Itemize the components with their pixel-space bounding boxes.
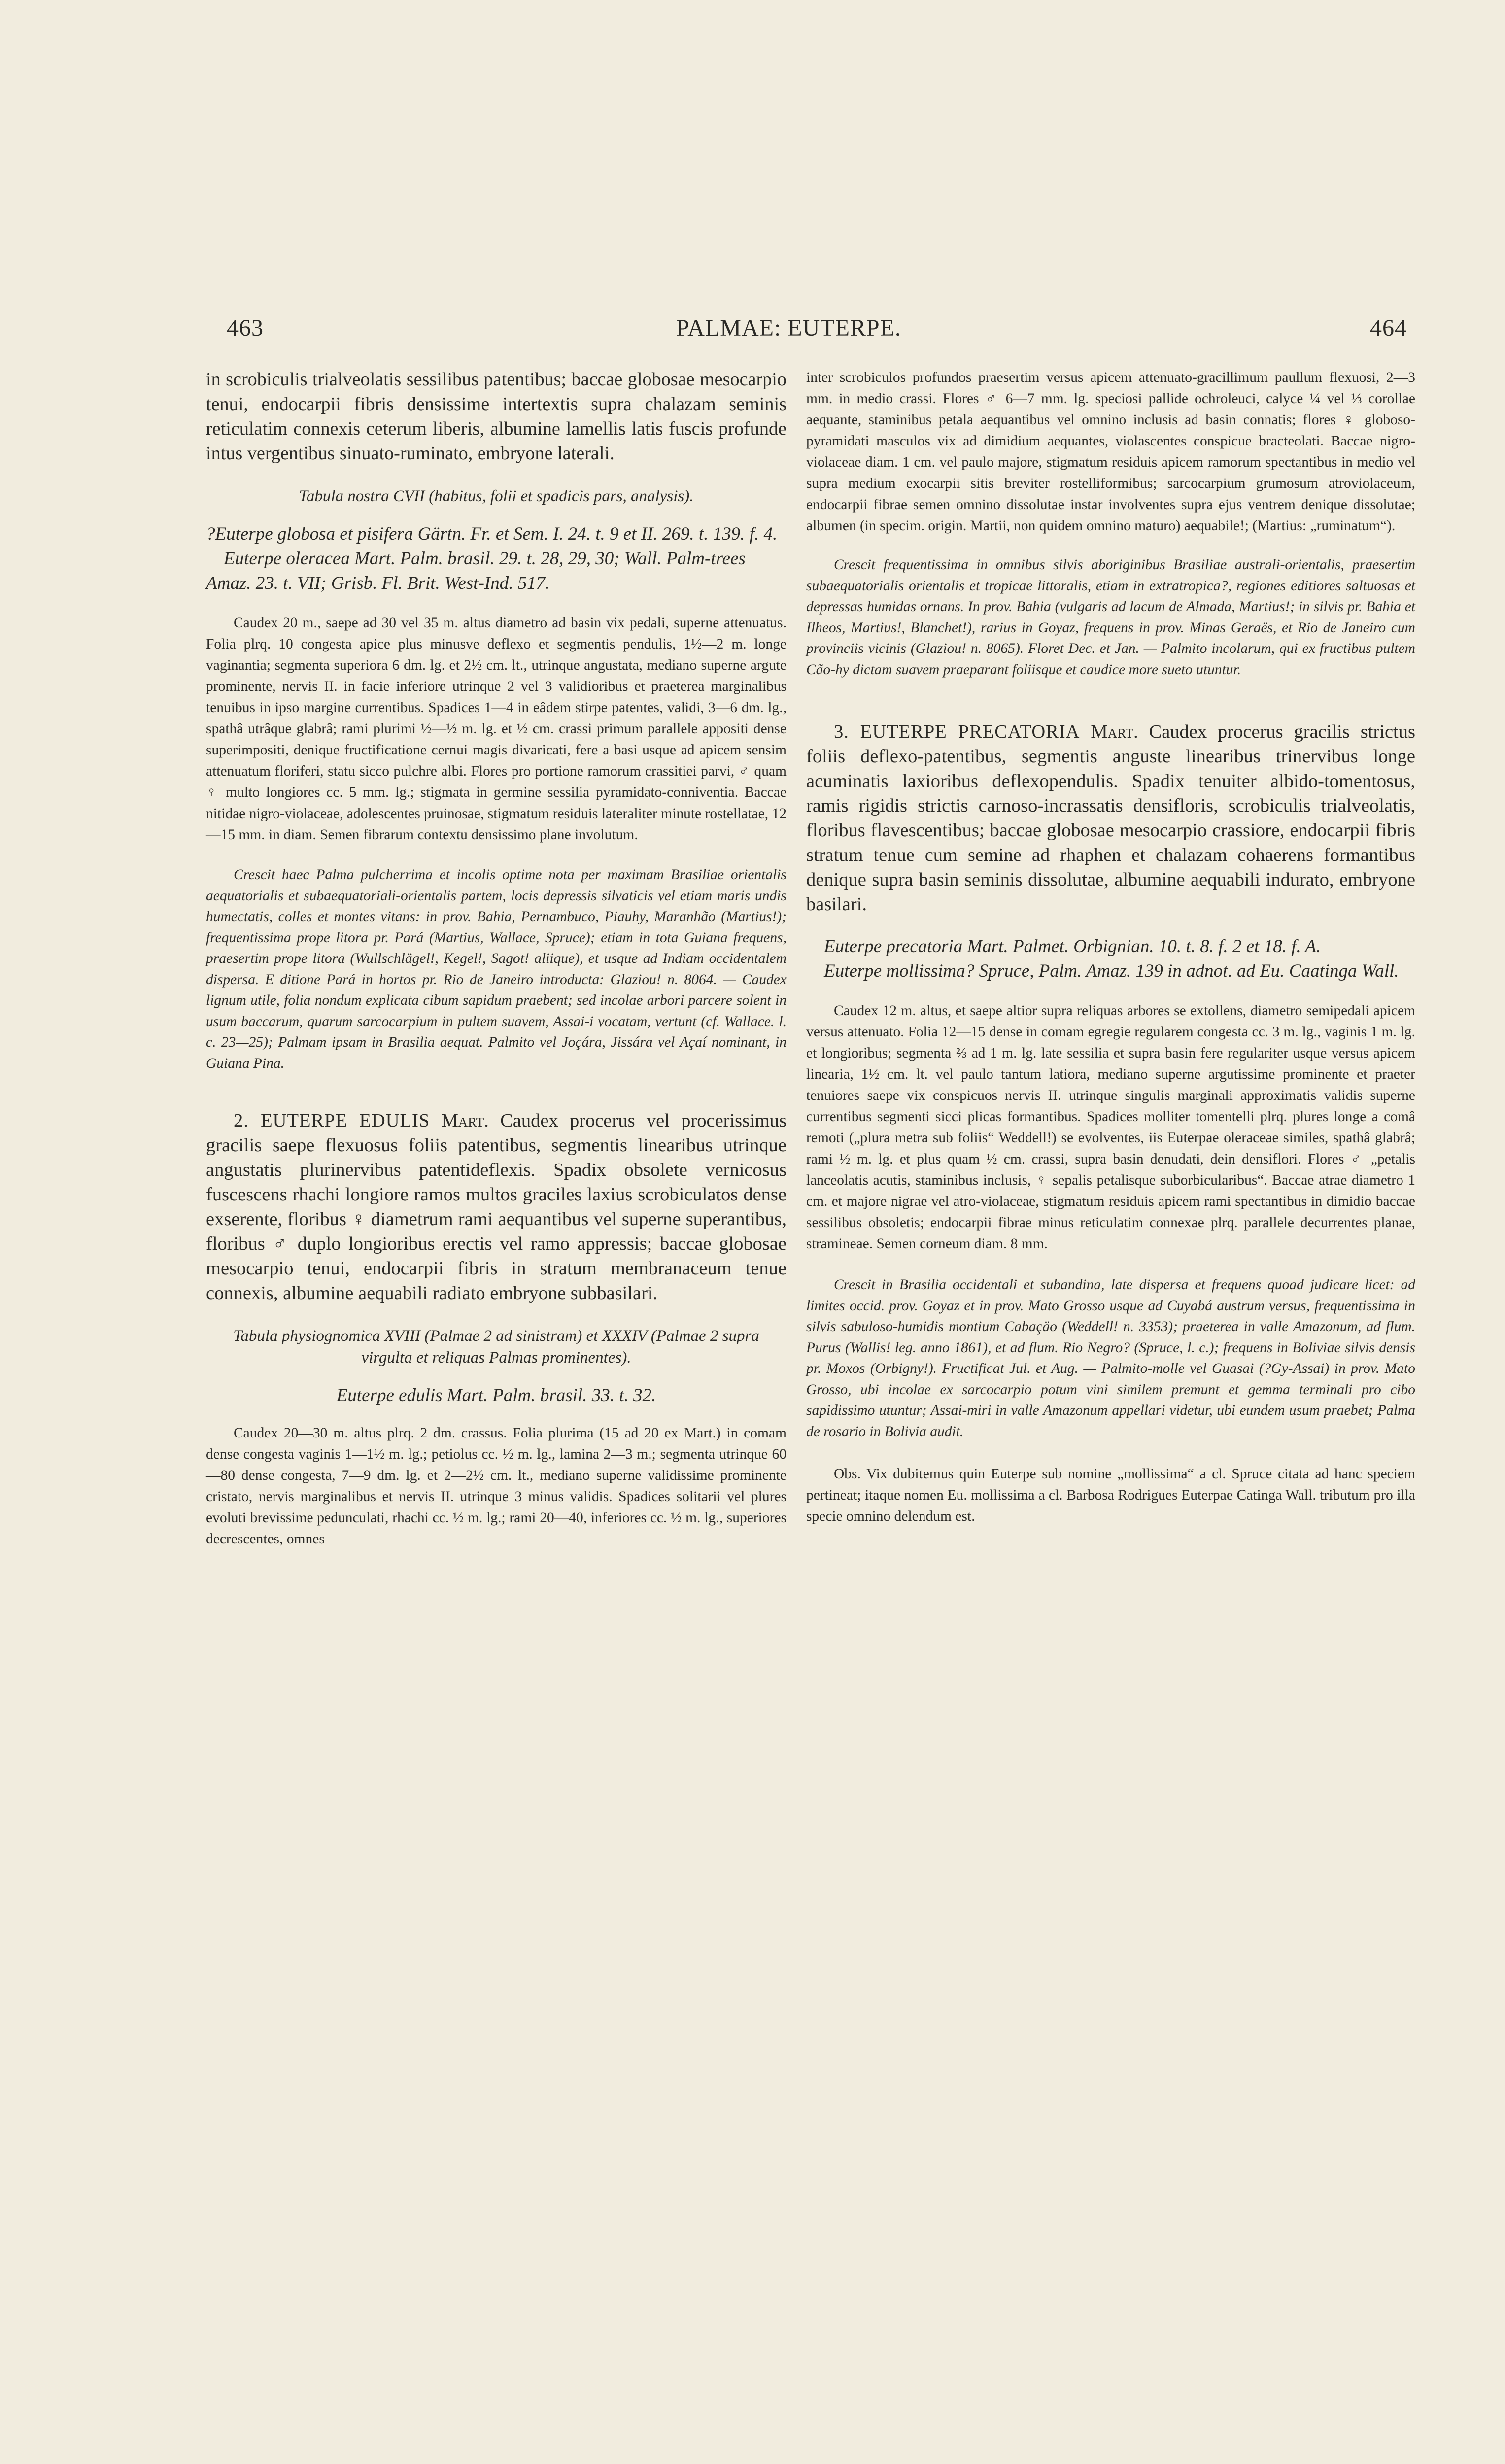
- e2-heading: 2. EUTERPE EDULIS: [234, 1110, 430, 1131]
- right-column: [806, 367, 1415, 1527]
- e1-tabula: Tabula nostra CVII (habitus, folii et spadicis pars, analysis).: [299, 487, 694, 505]
- genus-description-end: in scrobiculis trialveolatis sessilibus patentibus; baccae globosae mesocarpio tenui, endocarpii fibris densissime intertextis supra chalazam seminis reticulatim connexis ceterum liberis, albumine lamellis latis fuscis profunde intus vergentibus sinuato-ruminato, embryone laterali.: [206, 369, 787, 464]
- e2-tabula: Tabula physiognomica XVIII (Palmae 2 ad sinistram) et XXXIV (Palmae 2 supra virgulta et reliquas Palmas prominentes).: [233, 1327, 759, 1367]
- e3-diagnosis-text: Caudex procerus gracilis strictus foliis deflexo-patentibus, segmentis anguste linearibus trinervibus longe acuminatis laxioribus deflexopendulis. Spadix tenuiter albido-tomentosus, ramis rigidis strictis carnoso-incrassatis densifloris, scrobiculis trialveolatis, floribus flavescentibus; baccae globosae mesocarpio crassiore, endocarpii fibris stratum tenue cum semine ad rhaphen et chalazam cohaerens formantibus denique supra basin seminis dissolutae, albumine aequabili indurato, embryone basilari.: [806, 721, 1415, 915]
- e2-diagnosis-text: Caudex procerus vel procerissimus gracilis saepe flexuosus foliis patentibus, segmentis linearibus utrinque angustatis plurinervibus patentideflexis. Spadix obsolete vernicosus fuscescens rhachi longiore ramos multos graciles laxius scrobiculatos dense exserente, floribus ♀ diametrum rami aequantibus vel superne superantibus, floribus ♂ duplo longioribus erectis vel ramo appressis; baccae globosae mesocarpio tenui, endocarpii fibris in stratum membranaceum tenue connexis, albumine aequabili radiato embryone subbasilari.: [206, 1110, 787, 1303]
- page-number-left: 463: [227, 315, 264, 341]
- e3-habitat: Crescit in Brasilia occidentali et subandina, late dispersa et frequens quoad judicare licet: ad limites occid. prov. Goyaz et in prov. Mato Grosso usque ad Cuyabá austrum versus, frequentissima in silvis sabuloso-humidis montium Cabaçäo (Weddell! n. 3353); praeterea in valle Amazonum, ad flum. Purus (Wallis! leg. anno 1861), et ad flum. Rio Negro? (Spruce, l. c.); frequens in Boliviae silvis densis pr. Moxos (Orbigny!). Fructificat Jul. et Aug. — Palmito-molle vel Guasai (?Gy-Assai) in prov. Mato Grosso, ubi incolae ex sarcocarpio potum vini similem premunt et gemma terminali pro cibo sapidissimo utuntur; Assai-miri in valle Amazonum appellari videtur, ubi eundem usum praebet; Palma de rosario in Bolivia audit.: [806, 1277, 1415, 1439]
- e3-synonym-1: Euterpe precatoria Mart. Palmet. Orbignian. 10. t. 8. f. 2 et 18. f. A.: [824, 936, 1321, 957]
- left-column: [206, 367, 787, 1550]
- e1-synonym-1: ?Euterpe globosa et pisifera Gärtn. Fr. et Sem. I. 24. t. 9 et II. 269. t. 139. f. 4.: [206, 524, 778, 544]
- e1-description: Caudex 20 m., saepe ad 30 vel 35 m. altus diametro ad basin vix pedali, superne attenuatus. Folia plrq. 10 congesta apice plus minusve deflexo et segmentis pendulis, 1½—2 m. longe vaginantia; segmenta superiora 6 dm. lg. et 2½ cm. lt., utrinque angustata, mediano superne argute prominente, nervis II. in facie inferiore utrinque 2 vel 3 validioribus et praeterea marginalibus tenuibus in ipso margine currentibus. Spadices 1—4 in eâdem stirpe patentes, validi, 3—6 dm. lg., spathâ utrâque glabrâ; rami plurimi ½—½ m. lg. et ½ cm. crassi primum parallele appositi dense superimpositi, denique fructificatione cernui magis divaricati, fere a basi usque ad apicem sensim attenuatum floriferi, statu sicco pulchre albi. Flores pro portione ramorum crassitiei parvi, ♂ quam ♀ multo longiores cc. 5 mm. lg.; stigmata in germine sessilia pyramidato-conniventia. Baccae nitidae nigro-violaceae, adolescentes pruinosae, stigmatum residuis lateraliter minute rostellatae, 12—15 mm. in diam. Semen fibrarum contextu densissimo plane involutum.: [206, 615, 787, 843]
- e3-description: Caudex 12 m. altus, et saepe altior supra reliquas arbores se extollens, diametro semipedali apicem versus attenuato. Folia 12—15 dense in comam egregie regularem congesta cc. 3 m. lg., vaginis 1 m. lg. et longioribus; segmenta ⅔ ad 1 m. lg. late sessilia et supra basin fere regulariter usque versus apicem linearia, 1½ cm. lt. vel paulo tantum latiora, mediano superne argutissime prominente et praeter tenuiores saepe vix conspicuos nervis II. utrinque singulis marginali approximatis validis superne currentibus segmenti sicci plicas formantibus. Spadices molliter tomentelli plrq. plures longe a comâ remoti („plura metra sub foliis“ Weddell!) se evolventes, iis Euterpae oleraceae similes, spathâ glabrâ; rami ½ m. lg. et plus quam ½ cm. crassi, supra basin denudati, dein densiflori. Flores ♂ „petalis lanceolatis acutis, staminibus inclusis, ♀ sepalis petalisque suborbicularibus“. Baccae atrae diametro 1 cm. et majore nigrae vel atro-violaceae, stigmatum residuis apicem rami spectantibus in dimidio baccae sessilibus obsoletis; endocarpii fibrae minus reticulatim connexae plrq. parallele decurrentes planae, stramineae. Semen corneum diam. 8 mm.: [806, 1003, 1415, 1252]
- e3-heading-author: Mart.: [1091, 721, 1138, 742]
- e2-description: Caudex 20—30 m. altus plrq. 2 dm. crassus. Folia plurima (15 ad 20 ex Mart.) in comam dense congesta vaginis 1—1½ m. lg.; petiolus cc. ½ m. lg., lamina 2—3 m.; segmenta utrinque 60—80 dense congesta, 7—9 dm. lg. et 2—2½ cm. lt., mediano superne validissime prominente cristato, nervis marginalibus et nervis II. utrinque 3 minus validis. Spadices solitarii vel plures evoluti brevissime pedunculati, rhachi cc. ½ m. lg.; rami 20—40, inferiores cc. ½ m. lg., superiores decrescentes, omnes: [206, 1425, 787, 1547]
- e3-diagnosis: [806, 719, 1415, 917]
- e3-synonym-2: Euterpe mollissima? Spruce, Palm. Amaz. 139 in adnot. ad Eu. Caatinga Wall.: [824, 961, 1399, 981]
- e2-synonym: Euterpe edulis Mart. Palm. brasil. 33. t. 32.: [336, 1385, 656, 1405]
- page-number-right: 464: [1370, 315, 1407, 341]
- e3-heading: 3. EUTERPE PRECATORIA: [834, 721, 1080, 742]
- e2-heading-author: Mart.: [441, 1110, 489, 1131]
- running-header: [0, 314, 1505, 354]
- e2-habitat: Crescit frequentissima in omnibus silvis aboriginibus Brasiliae australi-orientalis, praesertim subaequatorialis orientalis et tropicae littoralis, etiam in extratropica?, regiones editiores saltuosas et depressas humidas ornans. In prov. Bahia (vulgaris ad lacum de Almada, Martius!; in silvis pr. Bahia et Ilheos, Martius!, Blanchet!), rarius in Goyaz, frequens in prov. Minas Geraës, et Rio de Janeiro cum provinciis vicinis (Glaziou! n. 8065). Floret Dec. et Jan. — Palmito incolarum, qui ex fructibus pultem Cão-hy dictam suavem praeparant foliisque et caudice more sueto utuntur.: [806, 557, 1415, 678]
- observation-note: Obs. Vix dubitemus quin Euterpe sub nomine „mollissima“ a cl. Spruce citata ad hanc speciem pertineat; itaque nomen Eu. mollissima a cl. Barbosa Rodrigues Euterpae Catinga Wall. tributum pro illa specie omnino delendum est.: [806, 1466, 1415, 1524]
- e2-description-continued: inter scrobiculos profundos praesertim versus apicem attenuato-gracillimum paullum flexuosi, 2—3 mm. in medio crassi. Flores ♂ 6—7 mm. lg. speciosi pallide ochroleuci, calyce ¼ vel ⅓ corollae aequante, staminibus petala aequantibus vel omnino inclusis ad basin connatis; flores ♀ globoso-pyramidati masculos vix ad dimidium aequantes, violascentes conspicue bracteolati. Baccae nigro-violaceae diam. 1 cm. vel paulo majore, stigmatum residuis apicem ramorum spectantibus in medio vel supra medium exocarpii sitis breviter rostelliformibus; sarcocarpium grumosum atroviolaceum, endocarpii fibrae semen omnino dissolutae instar involventes supra ejus ventrem denique dissolutae; albumen (in specim. origin. Martii, non quidem omnino maturo) aequabile!; (Martius: „ruminatum“).: [806, 370, 1415, 534]
- running-title: PALMAE: EUTERPE.: [676, 315, 901, 341]
- e1-habitat: Crescit haec Palma pulcherrima et incolis optime nota per maximam Brasiliae orientalis aequatorialis et subaequatoriali-orientalis partem, locis depressis silvaticis vel etiam maris undis humectatis, colles et montes vitans: in prov. Bahia, Pernambuco, Piauhy, Maranhão (Martius!); frequentissima prope litora pr. Pará (Martius, Wallace, Spruce); etiam in tota Guiana frequens, praesertim prope litora (Wullschlägel!, Kegel!, Sagot! aliique), et usque ad Indiam occidentalem dispersa. E ditione Pará in hortos pr. Rio de Janeiro introducta: Glaziou! n. 8064. — Caudex lignum utile, folia nondum explicata cibum sapidum praebent; sed incolae arbori parcere solent in usum baccarum, quarum sarcocarpium in pultem suavem, Assai-i vocatam, vertunt (cf. Wallace. l. c. 23—25); Palmam ipsam in Brasilia aequat. Palmito vel Joçára, Jissára vel Açaí nominant, in Guiana Pina.: [206, 867, 787, 1071]
- e1-synonym-2: Euterpe oleracea Mart. Palm. brasil. 29. t. 28, 29, 30; Wall. Palm-trees Amaz. 23. t. VII; Grisb. Fl. Brit. West-Ind. 517.: [206, 548, 746, 593]
- e2-diagnosis: [206, 1108, 787, 1305]
